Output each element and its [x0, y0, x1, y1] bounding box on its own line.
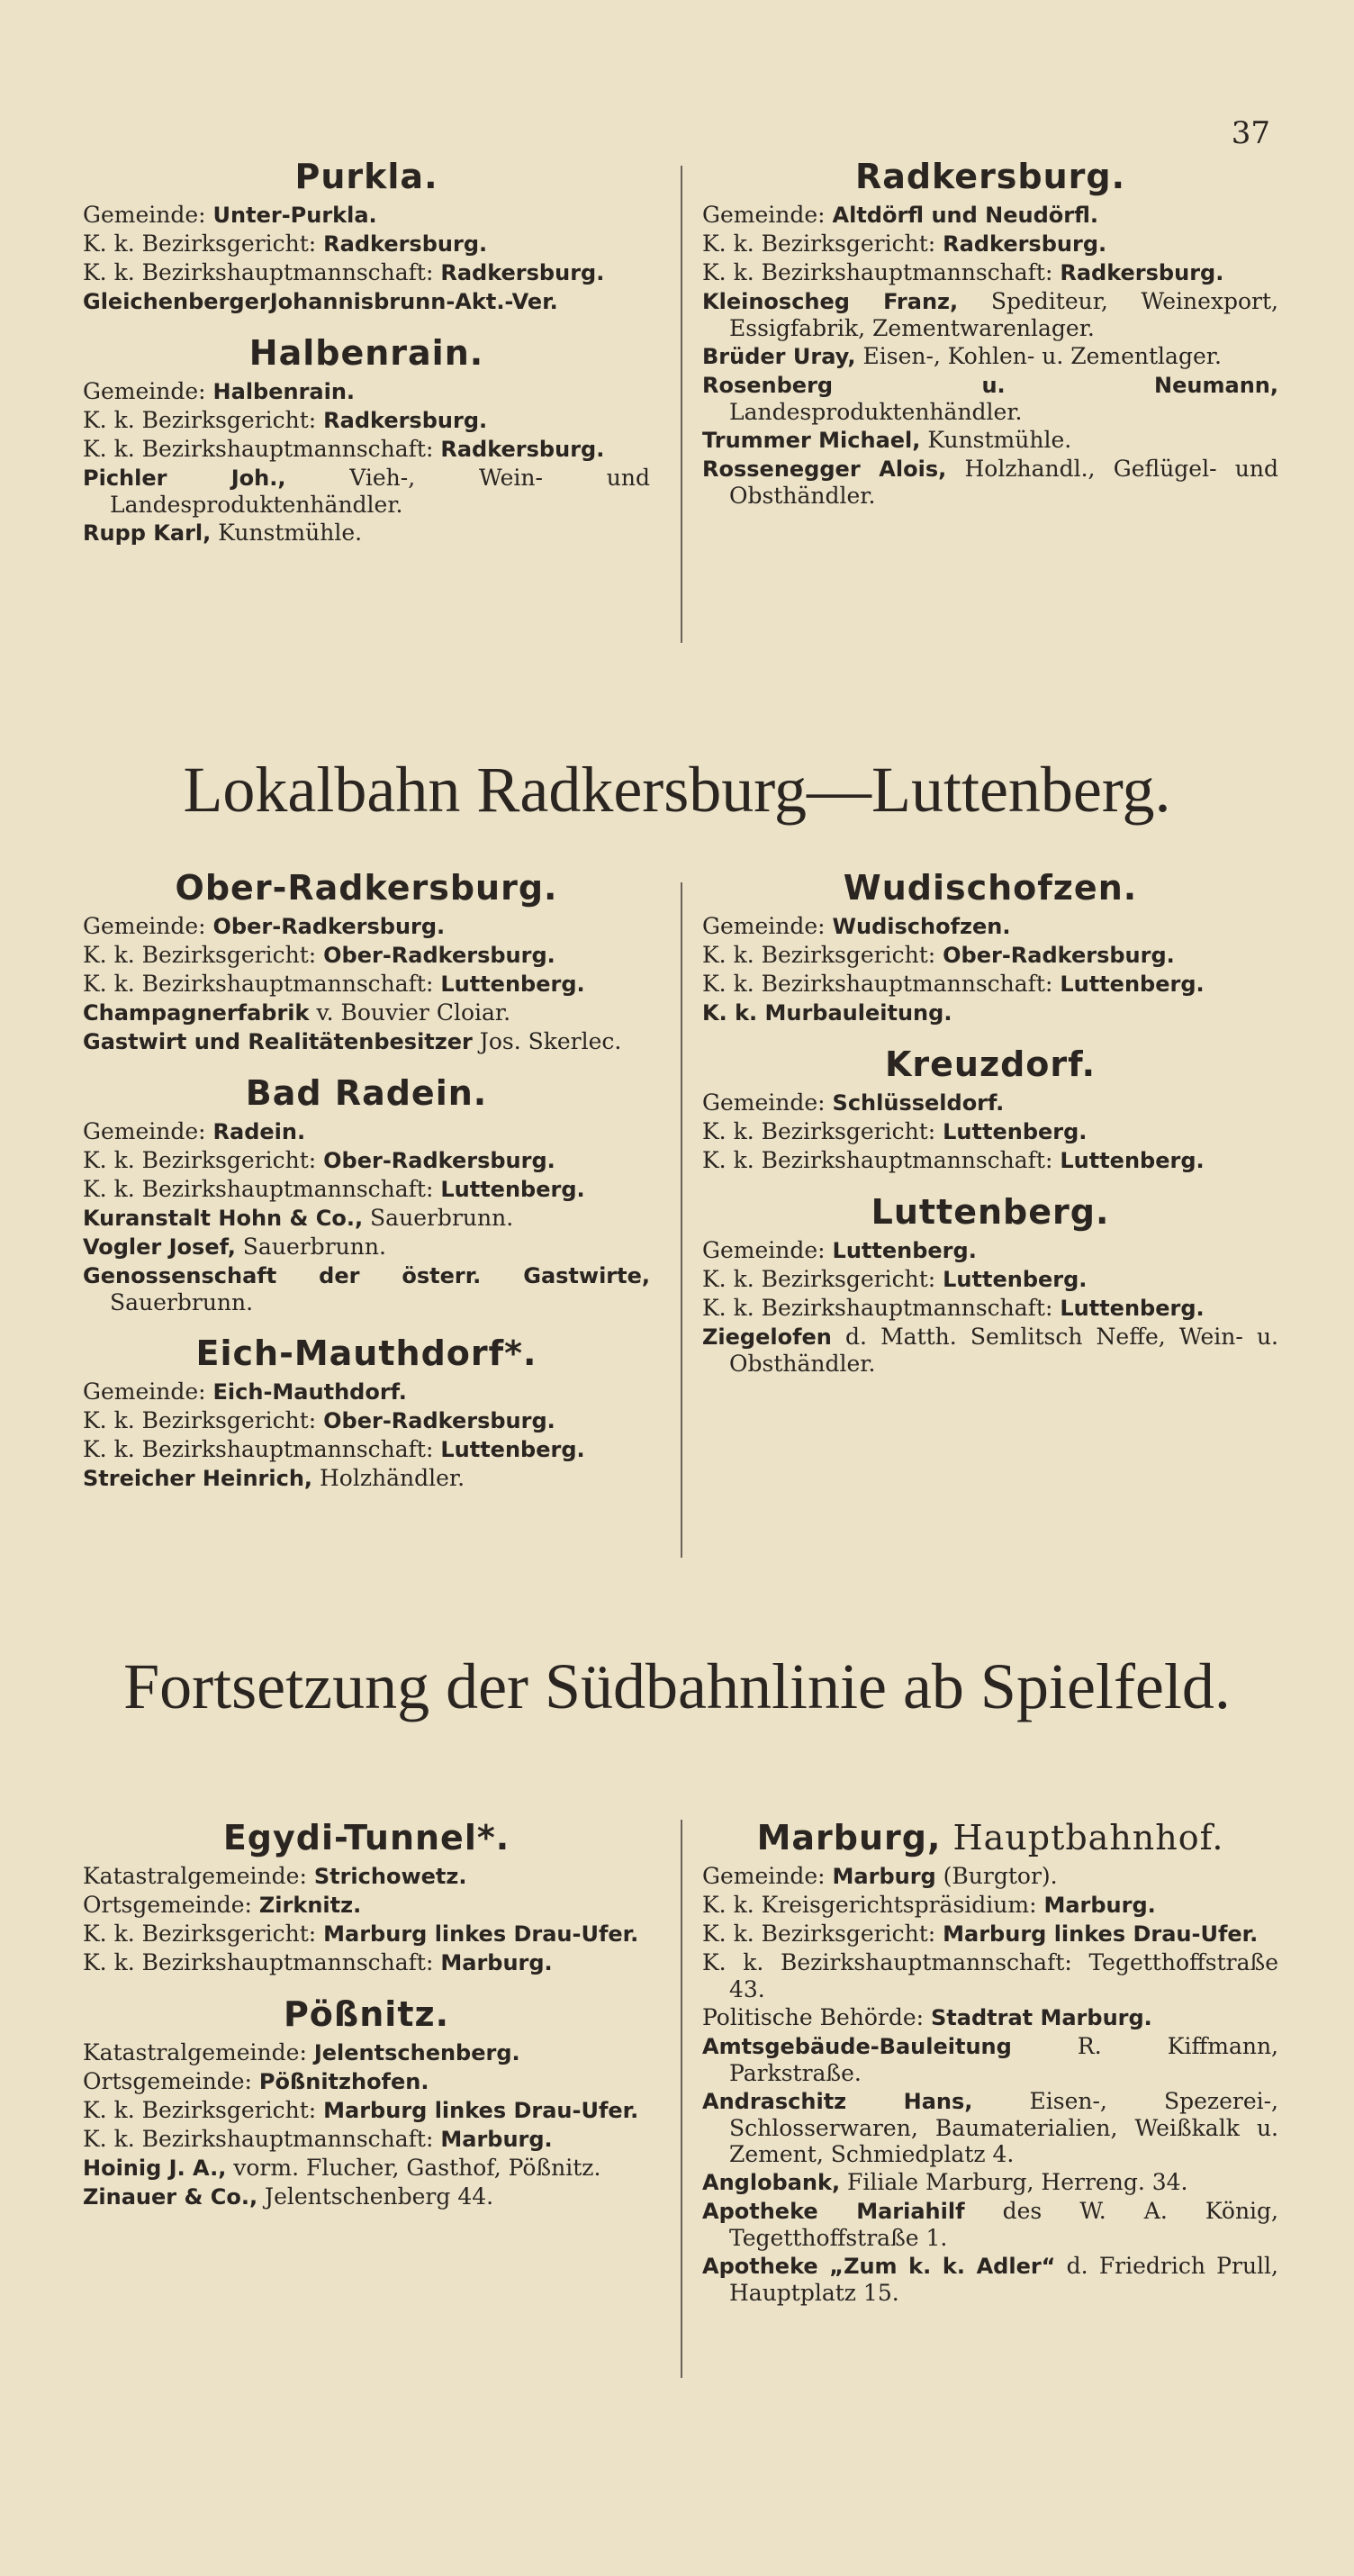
- entry-label: K. k. Kreisgerichtspräsidium:: [702, 1892, 1044, 1918]
- directory-entry: [83, 1436, 650, 1463]
- entry-label: K. k. Bezirksgericht:: [83, 2097, 324, 2123]
- directory-entry: [83, 2155, 650, 2182]
- column-right: [702, 153, 1278, 523]
- entry-name: Radein.: [212, 1119, 306, 1144]
- directory-entry: [83, 407, 650, 434]
- entry-name: Marburg.: [1043, 1893, 1156, 1918]
- block-spacer: [702, 1378, 1278, 1391]
- directory-entry: [83, 2183, 650, 2210]
- place-heading: [702, 153, 1278, 200]
- entry-detail: des W. A. König, Tegetthoffstraße 1.: [729, 2198, 1278, 2251]
- entry-detail: Vieh-, Wein- und Landesproduktenhändler.: [110, 465, 650, 518]
- entry-name: Andraschitz Hans,: [702, 2089, 973, 2114]
- entry-label: K. k. Bezirksgericht:: [702, 1118, 943, 1144]
- entry-name: Stadtrat Marburg.: [931, 2005, 1152, 2030]
- directory-entry: [83, 1118, 650, 1145]
- entry-name: Marburg.: [440, 2127, 553, 2152]
- entry-name: Luttenberg.: [832, 1238, 977, 1263]
- entry-label: Gemeinde:: [702, 1089, 833, 1116]
- entry-name: Unter-Purkla.: [212, 203, 377, 228]
- entry-name: Brüder Uray,: [702, 344, 856, 369]
- entry-label: Gemeinde:: [702, 1237, 833, 1263]
- place-name: Ober-Radkersburg.: [175, 868, 558, 908]
- entry-label: K. k. Bezirksgericht:: [83, 407, 324, 433]
- entry-name: Ober-Radkersburg.: [323, 1148, 555, 1173]
- directory-entry: [702, 427, 1278, 454]
- entry-name: Halbenrain.: [212, 379, 356, 404]
- directory-entry: [702, 1863, 1278, 1890]
- directory-entry: [702, 913, 1278, 940]
- entry-name: Radkersburg.: [440, 437, 605, 462]
- entry-label: Gemeinde:: [702, 913, 833, 939]
- place-name: Halbenrain.: [248, 333, 484, 373]
- place-name: Kreuzdorf.: [884, 1044, 1097, 1084]
- place-suffix: Hauptbahnhof.: [941, 1818, 1224, 1857]
- entry-label: Gemeinde:: [83, 378, 213, 404]
- entry-label: K. k. Bezirkshauptmannschaft:: [83, 436, 441, 462]
- entry-label: K. k. Bezirksgericht:: [83, 1407, 324, 1433]
- section-title-suedbahn: Fortsetzung der Südbahnlinie ab Spielfeld.: [123, 1650, 1231, 1722]
- directory-entry: [702, 372, 1278, 425]
- entry-label: Gemeinde:: [702, 202, 833, 228]
- place-heading: [702, 1041, 1278, 1088]
- entry-label: Katastralgemeinde:: [83, 1863, 314, 1889]
- entry-detail: v. Bouvier Cloiar.: [309, 999, 511, 1026]
- entry-name: Amtsgebäude-Bauleitung: [702, 2034, 1012, 2059]
- entry-name: Wudischofzen.: [832, 914, 1011, 939]
- entry-label: K. k. Bezirkshauptmannschaft:: [83, 2126, 441, 2152]
- entry-name: Luttenberg.: [440, 1437, 585, 1462]
- entry-name: Rosenberg u. Neumann,: [702, 373, 1278, 398]
- directory-entry: [83, 2039, 650, 2066]
- entry-detail: Spediteur, Weinexport, Essigfabrik, Zementwarenlager.: [729, 288, 1279, 341]
- block-spacer: [83, 1057, 650, 1070]
- entry-label: Ortsgemeinde:: [83, 2068, 259, 2094]
- entry-name: Radkersburg.: [323, 231, 488, 257]
- directory-entry: [83, 1892, 650, 1919]
- directory-entry: [83, 1205, 650, 1232]
- directory-entry: [83, 378, 650, 405]
- column-left: [83, 153, 650, 561]
- entry-name: Marburg linkes Drau-Ufer.: [943, 1921, 1259, 1947]
- directory-entry: [83, 465, 650, 518]
- entry-name: Rossenegger Alois,: [702, 456, 947, 482]
- directory-entry: [83, 436, 650, 463]
- column-right: [702, 1814, 1278, 2320]
- place-heading: [83, 1814, 650, 1861]
- entry-name: Zinauer & Co.,: [83, 2184, 258, 2210]
- entry-label: K. k. Bezirkshauptmannschaft:: [83, 1176, 441, 1202]
- entry-name: Radkersburg.: [323, 408, 488, 433]
- entry-detail: d. Friedrich Prull, Hauptplatz 15.: [729, 2253, 1278, 2306]
- entry-detail: Kunstmühle.: [211, 520, 363, 546]
- directory-entry: [702, 2169, 1278, 2196]
- entry-label: Gemeinde:: [83, 1118, 213, 1144]
- directory-entry: [702, 202, 1278, 229]
- directory-entry: [83, 230, 650, 258]
- entry-label: K. k. Bezirkshauptmannschaft:: [702, 259, 1061, 285]
- entry-label: K. k. Bezirksgericht:: [702, 1921, 943, 1947]
- entry-label: K. k. Bezirksgericht:: [702, 942, 943, 968]
- directory-entry: [83, 1378, 650, 1406]
- entry-name: Marburg linkes Drau-Ufer.: [323, 1921, 639, 1947]
- entry-name: Luttenberg.: [440, 1177, 585, 1202]
- entry-detail: Jelentschenberg 44.: [257, 2183, 494, 2210]
- entry-name: Radkersburg.: [440, 260, 605, 285]
- entry-name: GleichenbergerJohannisbrunn-Akt.-Ver.: [83, 289, 558, 314]
- entry-name: Marburg.: [440, 1950, 553, 1975]
- entry-name: Luttenberg.: [1060, 1296, 1205, 1321]
- entry-name: Luttenberg.: [943, 1267, 1088, 1292]
- directory-entry: [702, 2198, 1278, 2251]
- entry-name: Luttenberg.: [943, 1119, 1088, 1144]
- directory-entry: [83, 1921, 650, 1948]
- entry-detail: d. Matth. Semlitsch Neffe, Wein- u. Obsthändler.: [729, 1324, 1278, 1377]
- block-spacer: [83, 2212, 650, 2225]
- entry-name: Luttenberg.: [1060, 972, 1205, 997]
- entry-label: K. k. Bezirkshauptmannschaft:: [83, 1436, 441, 1462]
- directory-entry: [702, 2033, 1278, 2086]
- block-spacer: [83, 1494, 650, 1506]
- entry-label: K. k. Bezirkshauptmannschaft:: [702, 1949, 1089, 1975]
- directory-entry: [83, 520, 650, 547]
- place-heading: [702, 864, 1278, 911]
- place-name: Marburg,: [756, 1818, 942, 1857]
- directory-entry: [83, 1863, 650, 1890]
- entry-name: Luttenberg.: [440, 972, 585, 997]
- directory-entry: [83, 971, 650, 998]
- entry-detail: Landesproduktenhändler.: [729, 399, 1023, 425]
- block-spacer: [83, 548, 650, 561]
- place-heading: [83, 864, 650, 911]
- directory-entry: [702, 1921, 1278, 1948]
- directory-entry: [702, 1237, 1278, 1264]
- directory-entry: [702, 288, 1278, 341]
- block-spacer: [702, 1176, 1278, 1189]
- directory-entry: [83, 2097, 650, 2124]
- entry-name: Ober-Radkersburg.: [943, 943, 1175, 968]
- place-heading: [83, 1991, 650, 2038]
- column-divider: [681, 166, 682, 643]
- directory-entry: [702, 999, 1278, 1026]
- column-divider: [681, 1820, 682, 2378]
- block-spacer: [83, 1978, 650, 1991]
- directory-entry: [83, 288, 650, 315]
- entry-label: Gemeinde:: [83, 913, 213, 939]
- entry-name: Strichowetz.: [313, 1864, 467, 1889]
- directory-entry: [83, 202, 650, 229]
- entry-name: Luttenberg.: [1060, 1148, 1205, 1173]
- directory-entry: [702, 456, 1278, 509]
- entry-detail: vorm. Flucher, Gasthof, Pößnitz.: [226, 2155, 601, 2181]
- entry-name: Eich-Mauthdorf.: [212, 1379, 407, 1405]
- entry-label: K. k. Bezirkshauptmannschaft:: [83, 971, 441, 997]
- entry-name: Ziegelofen: [702, 1324, 832, 1350]
- directory-entry: [83, 1465, 650, 1492]
- place-name: Purkla.: [294, 157, 438, 196]
- directory-entry: [702, 259, 1278, 286]
- entry-name: Vogler Josef,: [83, 1234, 236, 1260]
- entry-label: K. k. Bezirkshauptmannschaft:: [702, 1295, 1061, 1321]
- entry-label: Gemeinde:: [83, 202, 213, 228]
- column-right: [702, 864, 1278, 1391]
- column-left: [83, 864, 650, 1506]
- directory-entry: [702, 1089, 1278, 1116]
- section-title-lokalbahn: Lokalbahn Radkersburg—Luttenberg.: [183, 754, 1171, 826]
- entry-name: Kuranstalt Hohn & Co.,: [83, 1206, 364, 1231]
- place-name: Wudischofzen.: [843, 868, 1138, 908]
- directory-entry: [83, 1262, 650, 1315]
- entry-name: Apotheke „Zum k. k. Adler“: [702, 2254, 1056, 2279]
- place-heading: [83, 330, 650, 376]
- directory-entry: [702, 1324, 1278, 1377]
- entry-name: Pichler Joh.,: [83, 465, 286, 491]
- entry-label: K. k. Bezirksgericht:: [83, 942, 324, 968]
- directory-entry: [702, 230, 1278, 258]
- entry-name: Anglobank,: [702, 2170, 841, 2195]
- entry-detail: Tegetthoffstraße 43.: [729, 1949, 1278, 2002]
- directory-entry: [702, 1892, 1278, 1919]
- directory-entry: [702, 2004, 1278, 2031]
- directory-entry: [83, 999, 650, 1026]
- entry-label: K. k. Bezirksgericht:: [83, 1921, 324, 1947]
- entry-name: Radkersburg.: [1060, 260, 1224, 285]
- place-name: Bad Radein.: [245, 1073, 488, 1113]
- place-heading: [702, 1189, 1278, 1235]
- directory-entry: [702, 2253, 1278, 2306]
- column-divider: [681, 882, 682, 1558]
- directory-entry: [83, 913, 650, 940]
- entry-detail: Holzhandl., Geflügel- und Obsthändler.: [729, 456, 1278, 509]
- entry-detail: Sauerbrunn.: [363, 1205, 514, 1231]
- place-heading: [83, 1330, 650, 1377]
- entry-label: K. k. Bezirksgericht:: [83, 1147, 324, 1173]
- directory-entry: [702, 1147, 1278, 1174]
- entry-name: Marburg linkes Drau-Ufer.: [323, 2098, 639, 2123]
- entry-name: Champagnerfabrik: [83, 1000, 310, 1026]
- place-name: Radkersburg.: [854, 157, 1126, 196]
- entry-detail: Kunstmühle.: [920, 427, 1072, 453]
- entry-name: Rupp Karl,: [83, 520, 212, 546]
- entry-name: Jelentschenberg.: [313, 2040, 520, 2065]
- entry-label: Katastralgemeinde:: [83, 2039, 314, 2065]
- entry-detail: Holzhändler.: [312, 1465, 465, 1491]
- directory-entry: [702, 343, 1278, 370]
- entry-name: Ober-Radkersburg.: [212, 914, 446, 939]
- entry-label: K. k. Bezirkshauptmannschaft:: [83, 259, 441, 285]
- directory-entry: [83, 1407, 650, 1434]
- entry-name: Gastwirt und Realitätenbesitzer: [83, 1029, 473, 1054]
- entry-name: Schlüsseldorf.: [832, 1090, 1005, 1116]
- place-name: Eich-Mauthdorf*.: [195, 1333, 537, 1373]
- entry-detail: Sauerbrunn.: [110, 1289, 254, 1315]
- entry-name: Hoinig J. A.,: [83, 2156, 227, 2181]
- entry-detail: Filiale Marburg, Herreng. 34.: [840, 2169, 1188, 2195]
- entry-name: Ober-Radkersburg.: [323, 1408, 555, 1433]
- block-spacer: [702, 511, 1278, 523]
- entry-name: Apotheke Mariahilf: [702, 2199, 965, 2224]
- entry-name: Streicher Heinrich,: [83, 1466, 313, 1491]
- entry-label: K. k. Bezirksgericht:: [83, 230, 324, 257]
- entry-detail: R. Kiffmann, Parkstraße.: [729, 2033, 1278, 2086]
- entry-name: Zirknitz.: [258, 1893, 362, 1918]
- place-name: Pößnitz.: [283, 1994, 450, 2034]
- entry-detail: Eisen-, Spezerei-, Schlosserwaren, Baumaterialien, Weißkalk u. Zement, Schmiedplatz 4.: [729, 2088, 1278, 2167]
- entry-detail: Jos. Skerlec.: [472, 1028, 622, 1054]
- entry-name: Marburg: [832, 1864, 936, 1889]
- directory-entry: [83, 1028, 650, 1055]
- directory-entry: [702, 942, 1278, 969]
- entry-label: K. k. Bezirkshauptmannschaft:: [702, 1147, 1061, 1173]
- block-spacer: [83, 1317, 650, 1330]
- entry-detail: Sauerbrunn.: [235, 1234, 386, 1260]
- entry-name: Radkersburg.: [943, 231, 1107, 257]
- block-spacer: [702, 1028, 1278, 1041]
- directory-entry: [702, 1118, 1278, 1145]
- entry-name: Trummer Michael,: [702, 428, 921, 453]
- entry-name: Pößnitzhofen.: [258, 2069, 429, 2094]
- directory-entry: [83, 1234, 650, 1261]
- entry-label: Gemeinde:: [83, 1378, 213, 1405]
- block-spacer: [702, 2308, 1278, 2320]
- directory-entry: [83, 1147, 650, 1174]
- entry-detail: Eisen-, Kohlen- u. Zementlager.: [855, 343, 1222, 369]
- directory-entry: [83, 2068, 650, 2095]
- entry-name: Ober-Radkersburg.: [323, 943, 555, 968]
- place-heading: [83, 1070, 650, 1116]
- directory-entry: [702, 971, 1278, 998]
- entry-name: Genossenschaft der österr. Gastwirte,: [83, 1263, 650, 1288]
- block-spacer: [83, 317, 650, 330]
- column-left: [83, 1814, 650, 2225]
- place-name: Luttenberg.: [871, 1192, 1110, 1232]
- entry-label: Politische Behörde:: [702, 2004, 932, 2030]
- place-heading: [702, 1814, 1278, 1861]
- entry-label: Ortsgemeinde:: [83, 1892, 259, 1918]
- entry-label: K. k. Bezirksgericht:: [702, 230, 943, 257]
- place-name: Egydi-Tunnel*.: [222, 1818, 510, 1857]
- entry-label: Gemeinde:: [702, 1863, 833, 1889]
- directory-entry: [702, 1949, 1278, 2002]
- entry-name: Kleinoscheg Franz,: [702, 289, 959, 314]
- directory-entry: [83, 259, 650, 286]
- directory-entry: [83, 1176, 650, 1203]
- directory-entry: [702, 2088, 1278, 2167]
- directory-entry: [702, 1295, 1278, 1322]
- directory-entry: [702, 1266, 1278, 1293]
- page-number: 37: [1231, 115, 1270, 151]
- entry-label: K. k. Bezirkshauptmannschaft:: [702, 971, 1061, 997]
- directory-entry: [83, 1949, 650, 1976]
- directory-entry: [83, 2126, 650, 2153]
- directory-entry: [83, 942, 650, 969]
- entry-name: Altdörfl und Neudörfl.: [832, 203, 1099, 228]
- entry-label: K. k. Bezirkshauptmannschaft:: [83, 1949, 441, 1975]
- entry-name: K. k. Murbauleitung.: [702, 1000, 952, 1026]
- place-heading: [83, 153, 650, 200]
- entry-label: K. k. Bezirksgericht:: [702, 1266, 943, 1292]
- entry-detail: (Burgtor).: [935, 1863, 1058, 1889]
